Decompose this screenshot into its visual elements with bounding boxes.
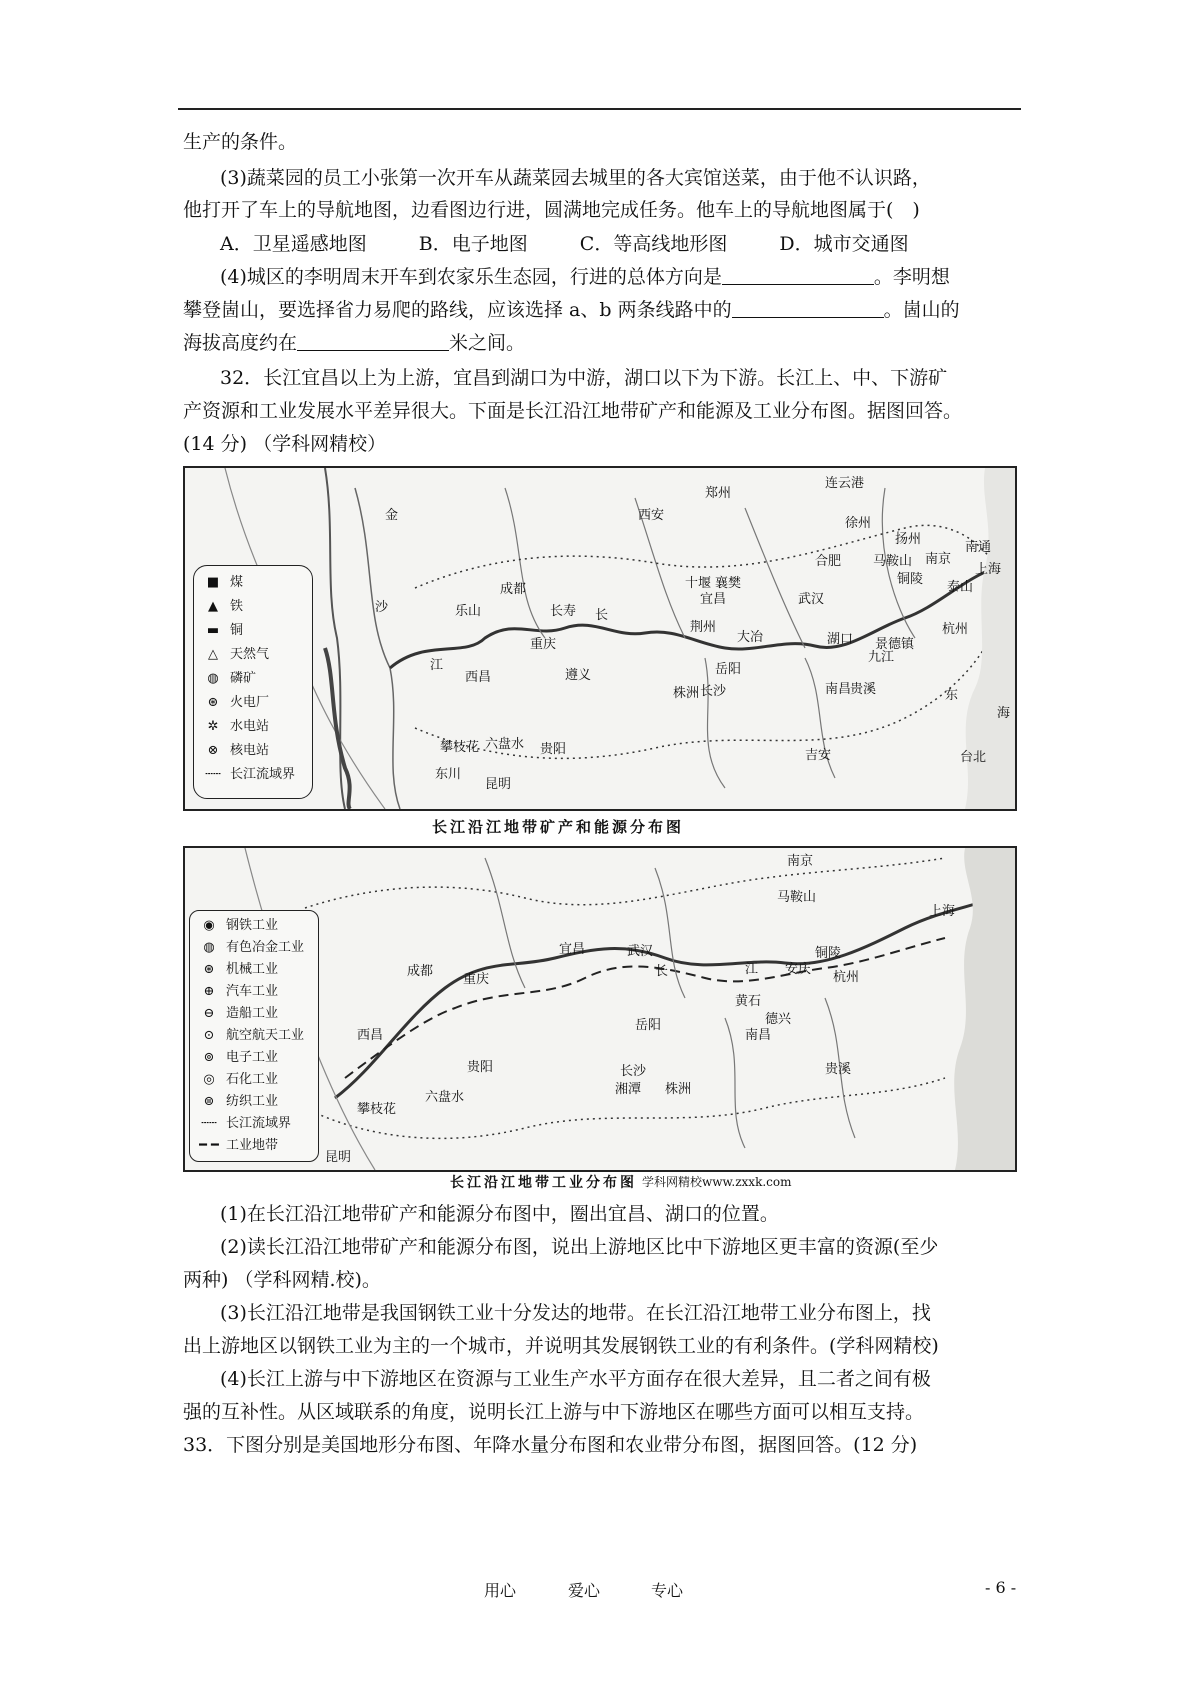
- map1-city-label: 襄樊: [715, 576, 742, 591]
- legend-label: 铁: [230, 599, 244, 614]
- legend-item: [198, 1135, 278, 1157]
- map1-city-label: 吉安: [805, 748, 832, 763]
- map1-city-label: 贵阳: [540, 742, 567, 757]
- map1-city-label: 南昌: [825, 682, 852, 697]
- map1-city-label: 大冶: [737, 630, 764, 645]
- legend-item: [198, 915, 278, 937]
- map1-city-label: 江: [430, 658, 444, 673]
- legend-item: [202, 668, 256, 690]
- map1-city-label: 六盘水: [485, 737, 525, 752]
- automobile-icon: ⊕: [203, 984, 215, 999]
- map1-city-label: 贵溪: [850, 682, 877, 697]
- text-line: (14 分) （学科网精校）: [183, 433, 387, 455]
- map1-city-label: 遵义: [565, 668, 592, 683]
- phosphate-icon: ◍: [207, 671, 219, 686]
- shipbuilding-icon: ⊖: [203, 1006, 215, 1021]
- option-a: A．卫星遥感地图: [220, 233, 367, 255]
- map1-city-label: 南京: [925, 552, 952, 567]
- text-line: (1)在长江沿江地带矿产和能源分布图中，圈出宜昌、湖口的位置。: [220, 1203, 779, 1225]
- answer-blank[interactable]: [722, 264, 874, 285]
- legend-item: [198, 1003, 278, 1025]
- legend-label: 钢铁工业: [226, 918, 279, 933]
- text-span: (4)城区的李明周末开车到农家乐生态园，行进的总体方向是: [220, 266, 722, 288]
- legend-label: 工业地带: [226, 1138, 279, 1153]
- legend-label: 煤: [230, 575, 244, 590]
- legend-label: 纺织工业: [226, 1094, 279, 1109]
- legend-item: [202, 716, 269, 738]
- option-d: D．城市交通图: [779, 233, 909, 255]
- map2-city-label: 德兴: [765, 1012, 792, 1027]
- map1-city-label: 株洲: [673, 686, 700, 701]
- map1-city-label: 东: [945, 688, 959, 703]
- natural-gas-icon: △: [208, 647, 218, 662]
- legend-label: 电子工业: [226, 1050, 279, 1065]
- basin-boundary-icon: ┄┄: [205, 767, 221, 782]
- legend-item: [198, 1069, 278, 1091]
- legend-label: 航空航天工业: [226, 1028, 305, 1043]
- map2-city-label: 马鞍山: [777, 890, 817, 905]
- map1-city-label: 扬州: [895, 532, 922, 547]
- legend-item: [202, 572, 243, 594]
- map2-city-label: 成都: [407, 964, 434, 979]
- legend-item: [202, 692, 269, 714]
- text-line: [183, 327, 1018, 360]
- legend-item: [202, 620, 243, 642]
- map2-city-label: 西昌: [357, 1028, 384, 1043]
- legend-item: [202, 644, 269, 666]
- map1-city-label: 长: [595, 608, 609, 623]
- map2-city-label: 岳阳: [635, 1018, 662, 1033]
- map2-watermark: 学科网精校www.zxxk.com: [642, 1175, 792, 1189]
- footer-motto-1: 用心: [484, 1581, 517, 1600]
- map1-city-label: 沙: [375, 600, 389, 615]
- petrochemical-icon: ◎: [203, 1072, 215, 1087]
- map1-city-label: 杭州: [942, 622, 969, 637]
- hydro-power-icon: ✲: [207, 719, 219, 734]
- map1-city-label: 重庆: [530, 637, 557, 652]
- text-line: 强的互补性。从区域联系的角度，说明长江上游与中下游地区在哪些方面可以相互支持。: [183, 1401, 925, 1423]
- legend-item: [198, 1047, 278, 1069]
- map1-city-label: 湖口: [827, 632, 854, 647]
- map1-city-label: 合肥: [815, 554, 842, 569]
- map2-city-label: 重庆: [463, 972, 490, 987]
- iron-icon: ▲: [208, 599, 218, 614]
- map1-city-label: 昆明: [485, 777, 512, 792]
- map1-city-label: 西昌: [465, 670, 492, 685]
- legend-label: 水电站: [230, 719, 270, 734]
- legend-item: [198, 1113, 291, 1135]
- map1-city-label: 台北: [960, 750, 987, 765]
- answer-blank[interactable]: [297, 330, 449, 351]
- nonferrous-metallurgy-icon: ◍: [203, 940, 215, 955]
- answer-options: [183, 228, 1055, 261]
- map1-city-label: 金: [385, 508, 399, 523]
- map2-city-label: 昆明: [325, 1150, 352, 1165]
- map2-city-label: 六盘水: [425, 1090, 465, 1105]
- legend-label: 铜: [230, 623, 244, 638]
- legend-label: 长江流域界: [230, 767, 296, 782]
- industry-map: [183, 846, 1017, 1172]
- map2-city-label: 杭州: [833, 970, 860, 985]
- map1-caption: 长江沿江地带矿产和能源分布图: [432, 818, 685, 836]
- map1-city-label: 南通: [965, 540, 992, 555]
- legend-item: [198, 959, 278, 981]
- text-line: 他打开了车上的导航地图，边看图边行进，圆满地完成任务。他车上的导航地图属于( ): [183, 199, 920, 221]
- legend-item: [202, 596, 243, 618]
- text-line: 32．长江宜昌以上为上游，宜昌到湖口为中游，湖口以下为下游。长江上、中、下游矿: [220, 367, 948, 389]
- map1-city-label: 景德镇: [875, 637, 915, 652]
- legend-label: 造船工业: [226, 1006, 279, 1021]
- map1-city-label: 上海: [975, 562, 1002, 577]
- map2-city-label: 南京: [787, 854, 814, 869]
- steel-industry-icon: ◉: [203, 918, 215, 933]
- text-span: 海拔高度约在: [183, 332, 298, 354]
- mineral-energy-map: [183, 466, 1017, 811]
- aerospace-icon: ⊙: [203, 1028, 215, 1043]
- map1-city-label: 连云港: [825, 476, 865, 491]
- map1-city-label: 武汉: [798, 592, 825, 607]
- legend-item: [198, 1025, 304, 1047]
- option-c: C．等高线地形图: [579, 233, 728, 255]
- legend-label: 天然气: [230, 647, 270, 662]
- map1-city-label: 宜昌: [700, 592, 727, 607]
- legend-item: [198, 1091, 278, 1113]
- map2-legend: [189, 910, 319, 1162]
- footer-motto-2: 爱心: [568, 1581, 601, 1600]
- text-span: 。李明想: [873, 266, 950, 288]
- legend-label: 核电站: [230, 743, 270, 758]
- map2-city-label: 贵溪: [825, 1062, 852, 1077]
- electronics-icon: ⊚: [203, 1050, 215, 1065]
- map1-city-label: 长寿: [550, 604, 577, 619]
- map2-city-label: 湘潭: [615, 1082, 642, 1097]
- text-span: 。崮山的: [883, 299, 960, 321]
- map2-city-label: 长: [655, 964, 669, 979]
- text-line: (4)长江上游与中下游地区在资源与工业生产水平方面存在很大差异，且二者之间有极: [220, 1368, 931, 1390]
- textile-icon: ⊜: [203, 1094, 215, 1109]
- map2-city-label: 武汉: [627, 944, 654, 959]
- copper-icon: ▬: [206, 623, 220, 638]
- text-line: 两种) （学科网精.校)。: [183, 1269, 381, 1291]
- map2-city-label: 攀枝花: [357, 1102, 397, 1117]
- map1-city-label: 荆州: [690, 620, 717, 635]
- legend-item: [198, 937, 304, 959]
- map1-city-label: 马鞍山: [873, 554, 913, 569]
- text-line: 出上游地区以钢铁工业为主的一个城市，并说明其发展钢铁工业的有利条件。(学科网精校): [183, 1335, 939, 1357]
- map2-city-label: 安庆: [785, 962, 812, 977]
- map2-city-label: 贵阳: [467, 1060, 494, 1075]
- text-span: 米之间。: [449, 332, 526, 354]
- header-rule: [178, 108, 1021, 110]
- map1-city-label: 泰山: [947, 580, 974, 595]
- map1-city-label: 东川: [435, 767, 462, 782]
- map1-city-label: 徐州: [845, 516, 872, 531]
- basin-boundary-icon: ┄┄: [201, 1116, 217, 1131]
- legend-label: 石化工业: [226, 1072, 279, 1087]
- map1-city-label: 攀枝花: [440, 740, 480, 755]
- answer-blank[interactable]: [732, 297, 884, 318]
- legend-label: 火电厂: [230, 695, 270, 710]
- map2-city-label: 株洲: [665, 1082, 692, 1097]
- text-line: 33．下图分别是美国地形分布图、年降水量分布图和农业带分布图，据图回答。(12 分): [183, 1434, 918, 1456]
- text-line: (2)读长江沿江地带矿产和能源分布图，说出上游地区比中下游地区更丰富的资源(至少: [220, 1236, 939, 1258]
- legend-label: 机械工业: [226, 962, 279, 977]
- nuclear-power-icon: ⊗: [207, 743, 219, 758]
- text-line: 产资源和工业发展水平差异很大。下面是长江沿江地带矿产和能源及工业分布图。据图回答。: [183, 400, 963, 422]
- text-line: [183, 294, 1018, 327]
- map1-city-label: 成都: [500, 582, 527, 597]
- map1-city-label: 岳阳: [715, 662, 742, 677]
- map1-legend: [193, 565, 313, 799]
- thermal-power-icon: ⊛: [207, 695, 219, 710]
- text-line: (3)长江沿江地带是我国钢铁工业十分发达的地带。在长江沿江地带工业分布图上，找: [220, 1302, 931, 1324]
- map2-city-label: 铜陵: [815, 946, 842, 961]
- legend-label: 磷矿: [230, 671, 257, 686]
- industrial-belt-icon: ━ ━: [199, 1138, 219, 1153]
- legend-label: 长江流域界: [226, 1116, 292, 1131]
- footer-motto-3: 专心: [651, 1581, 684, 1600]
- map1-city-label: 九江: [868, 650, 895, 665]
- text-line: [183, 261, 1055, 294]
- legend-item: [198, 981, 278, 1003]
- map2-city-label: 南昌: [745, 1028, 772, 1043]
- text-line: 生产的条件。: [183, 131, 298, 153]
- map1-city-label: 郑州: [705, 486, 732, 501]
- map1-city-label: 十堰: [685, 576, 712, 591]
- map2-city-label: 宜昌: [559, 942, 586, 957]
- map2-city-label: 长沙: [620, 1064, 647, 1079]
- map1-city-label: 西安: [638, 508, 665, 523]
- map2-city-label: 上海: [929, 904, 956, 919]
- text-span: 攀登崮山，要选择省力易爬的路线，应该选择 a、b 两条线路中的: [183, 299, 732, 321]
- legend-label: 汽车工业: [226, 984, 279, 999]
- map1-city-label: 铜陵: [897, 572, 924, 587]
- map2-city-label: 江: [745, 962, 759, 977]
- legend-label: 有色冶金工业: [226, 940, 305, 955]
- map2-caption: 长江沿江地带工业分布图: [450, 1175, 637, 1191]
- text-line: (3)蔬菜园的员工小张第一次开车从蔬菜园去城里的各大宾馆送菜，由于他不认识路，: [220, 167, 931, 189]
- legend-item: [202, 740, 269, 762]
- map1-city-label: 海: [997, 706, 1011, 721]
- map2-city-label: 黄石: [735, 994, 762, 1009]
- map1-city-label: 乐山: [455, 604, 482, 619]
- option-b: B．电子地图: [418, 233, 528, 255]
- page-number: - 6 -: [985, 1578, 1017, 1597]
- map1-city-label: 长沙: [700, 684, 727, 699]
- legend-item: [202, 764, 295, 786]
- machinery-icon: ⊛: [203, 962, 215, 977]
- coal-icon: ■: [206, 575, 220, 590]
